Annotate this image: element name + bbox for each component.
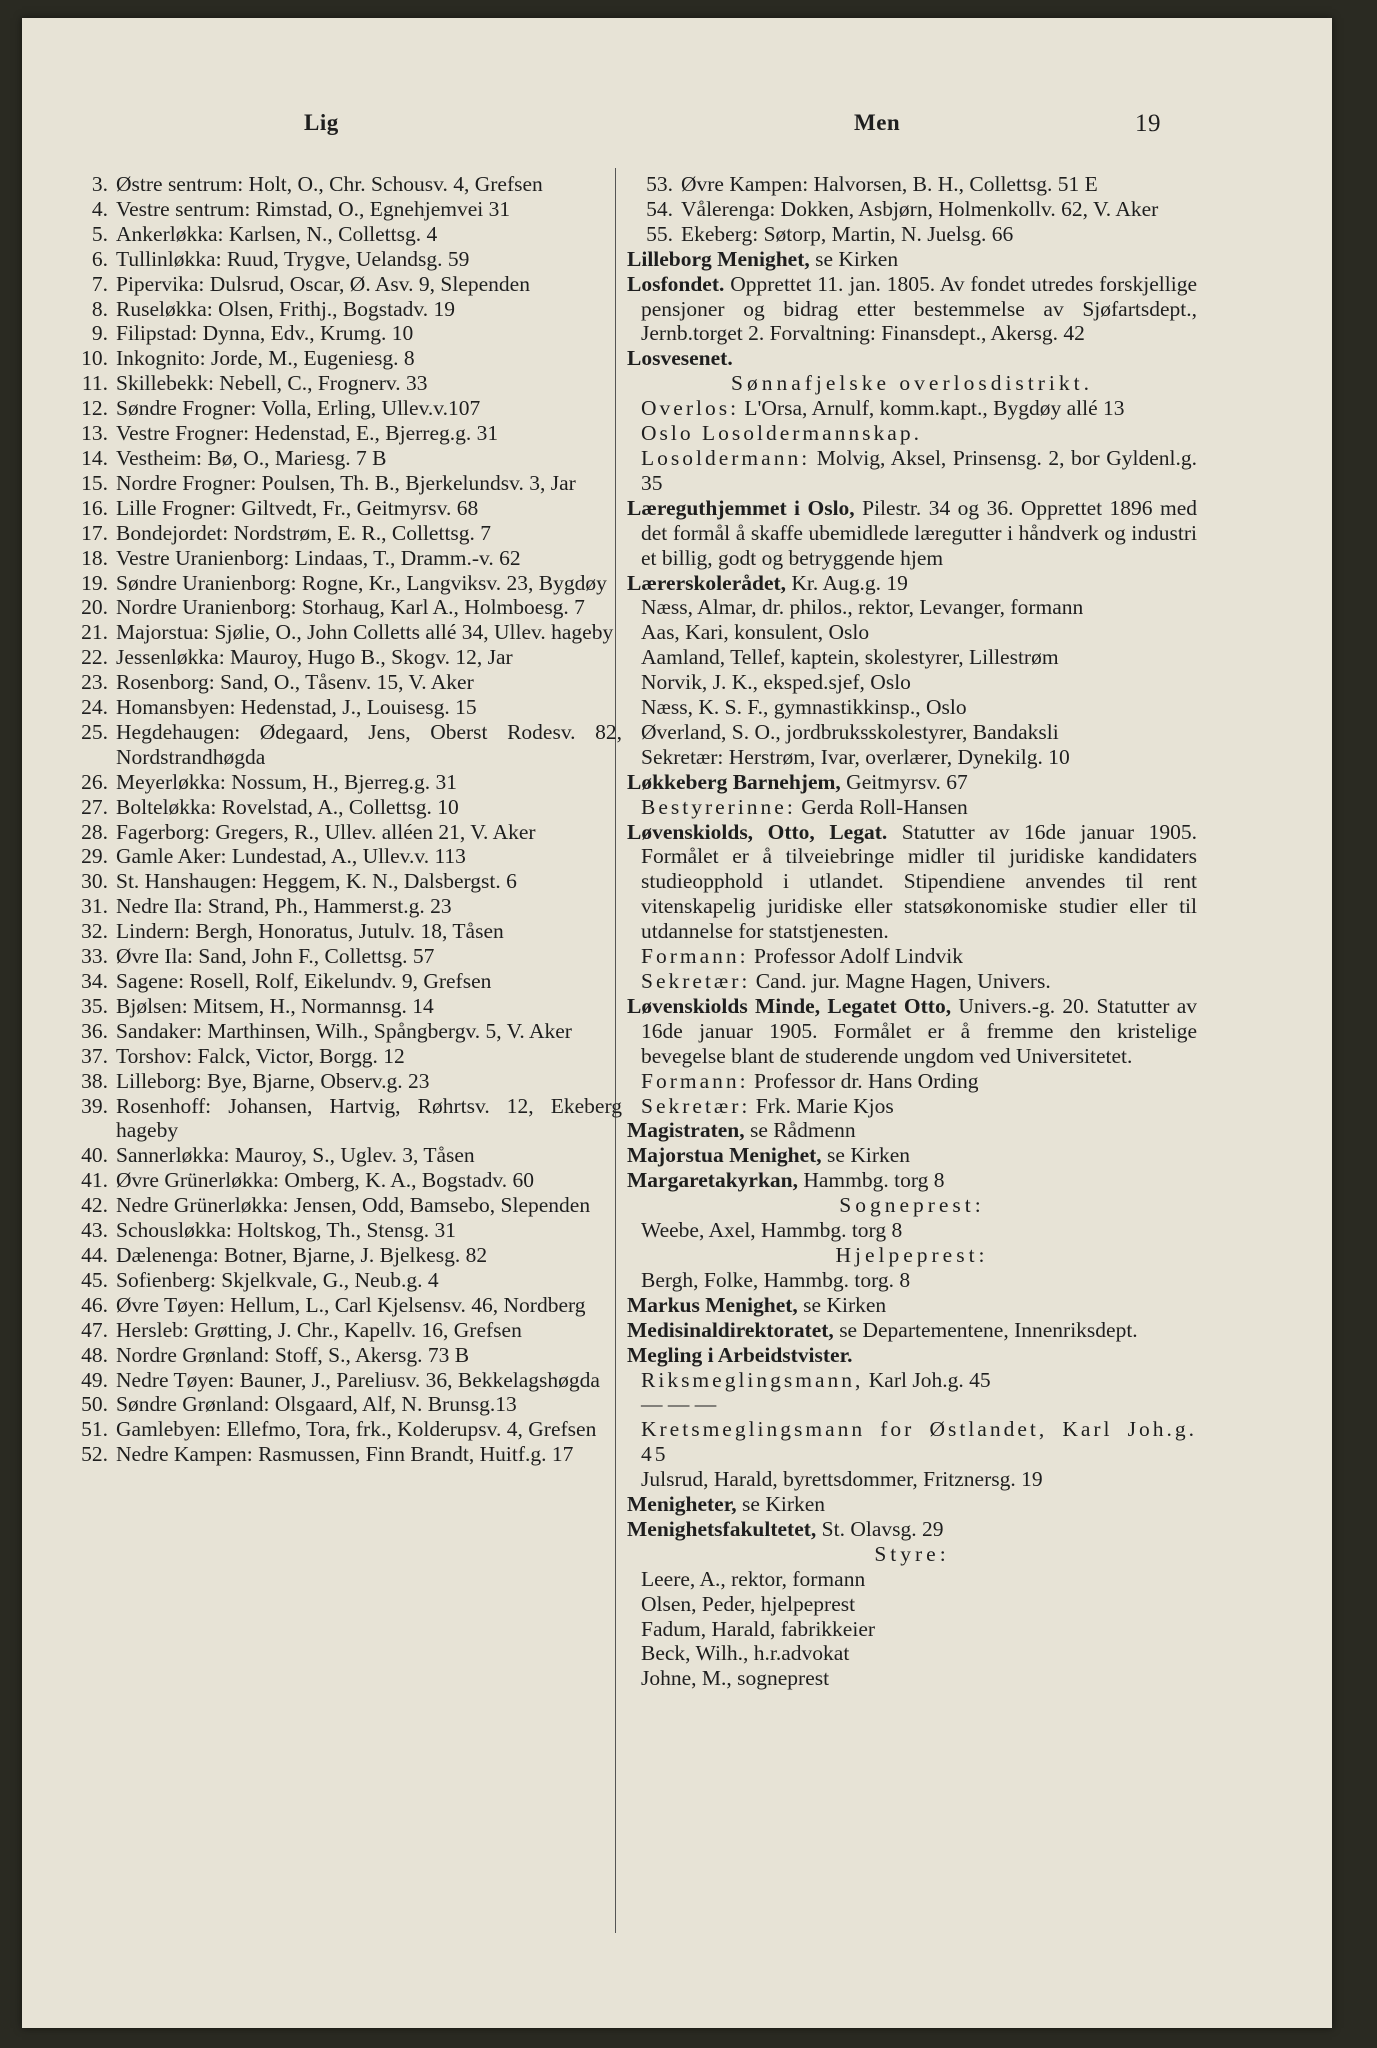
list-item (62, 1044, 622, 1069)
item-number: 24. (81, 695, 108, 720)
item-number: 19. (81, 570, 108, 595)
item-number: 53. (646, 172, 673, 196)
item-text: Jessenløkka: Mauroy, Hugo B., Skogv. 12, Jar (116, 645, 513, 670)
item-number: 55. (646, 221, 673, 246)
item-number: 38. (81, 1068, 108, 1093)
list-item (62, 894, 622, 919)
item-number: 29. (81, 844, 108, 869)
item-number: 26. (81, 769, 108, 794)
item-number: 20. (81, 595, 108, 620)
item-number: 33. (81, 944, 108, 969)
list-item (62, 421, 622, 446)
item-number: 43. (81, 1218, 108, 1243)
item-text: Gamlebyen: Ellefmo, Tora, frk., Kolderupsv. 4, Grefsen (116, 1417, 597, 1442)
item-text: Nedre Ila: Strand, Ph., Hammerst.g. 23 (116, 894, 452, 919)
left-column (62, 172, 622, 1467)
item-text: Nordre Frogner: Poulsen, Th. B., Bjerkelundsv. 3, Jar (116, 470, 576, 495)
item-number: 13. (81, 421, 108, 446)
subheading-styre: Styre: (874, 1541, 950, 1566)
entry-margaretakyrkan: Margaretakyrkan, Hammbg. torg 8 (627, 1168, 945, 1193)
item-number: 31. (81, 894, 108, 919)
right-column (627, 172, 1197, 1691)
item-text: Vestre Uranienborg: Lindaas, T., Dramm.-v. 62 (116, 545, 521, 570)
entry-medisinaldirektoratet: Medisinaldirektoratet, se Departementene, Innenriksdept. (627, 1317, 1138, 1342)
item-number: 28. (81, 819, 108, 844)
list-item (62, 1218, 622, 1243)
item-number: 27. (81, 794, 108, 819)
item-text: Vestre Frogner: Hedenstad, E., Bjerreg.g. 31 (116, 421, 499, 446)
list-item (62, 1343, 622, 1368)
item-number: 17. (81, 520, 108, 545)
entry-lilleborg: Lilleborg Menighet, se Kirken (627, 246, 899, 271)
entry-weebe: Weebe, Axel, Hammbg. torg 8 (641, 1218, 903, 1243)
list-item (62, 247, 622, 272)
entry-riksmeglingsmann: Riksmeglingsmann, Karl Joh.g. 45 (641, 1367, 991, 1392)
list-item (62, 197, 622, 222)
list-item (62, 1094, 622, 1144)
item-text: Øvre Ila: Sand, John F., Collettsg. 57 (116, 944, 435, 969)
member-naess-ksf: Næss, K. S. F., gymnastikkinsp., Oslo (641, 695, 967, 720)
entry-formann-ording: Formann: Professor dr. Hans Ording (641, 1068, 979, 1093)
item-text: Rosenhoff: Johansen, Hartvig, Røhrtsv. 12, Ekeberg hageby (116, 1093, 622, 1143)
item-number: 7. (91, 271, 108, 296)
entry-megling: Megling i Arbeidstvister. (627, 1342, 853, 1367)
list-item (62, 1168, 622, 1193)
item-text: Hegdehaugen: Ødegaard, Jens, Oberst Rodesv. 82, Nordstrandhøgda (116, 719, 622, 769)
list-item (62, 994, 622, 1019)
list-item (62, 1268, 622, 1293)
list-item (627, 172, 1197, 197)
item-text: Rosenborg: Sand, O., Tåsenv. 15, V. Aker (116, 670, 474, 695)
item-number: 10. (81, 346, 108, 371)
entry-lovenskiolds-minde: Løvenskiolds Minde, Legatet Otto, Univers.-g. 20. Statutter av 16de januar 1905. Formålet er å fremme den kristelige bevegelse blant de studerende ungdom ved Universitetet. (627, 993, 1197, 1068)
item-number: 16. (81, 495, 108, 520)
list-item (62, 944, 622, 969)
item-text: Nedre Kampen: Rasmussen, Finn Brandt, Huitf.g. 17 (116, 1442, 574, 1467)
item-number: 32. (81, 919, 108, 944)
list-item (62, 571, 622, 596)
list-item (62, 321, 622, 346)
item-number: 22. (81, 645, 108, 670)
item-number: 51. (81, 1417, 108, 1442)
item-text: Gamle Aker: Lundestad, A., Ullev.v. 113 (116, 844, 466, 869)
entry-markus: Markus Menighet, se Kirken (627, 1292, 887, 1317)
item-text: Meyerløkka: Nossum, H., Bjerreg.g. 31 (116, 769, 457, 794)
entry-julsrud: Julsrud, Harald, byrettsdommer, Fritznersg. 19 (641, 1467, 1043, 1492)
item-number: 11. (81, 371, 108, 396)
list-item (62, 272, 622, 297)
item-text: Øvre Tøyen: Hellum, L., Carl Kjelsensv. 46, Nordberg (116, 1292, 586, 1317)
item-number: 41. (81, 1168, 108, 1193)
item-text: Østre sentrum: Holt, O., Chr. Schousv. 4, Grefsen (116, 172, 543, 196)
list-item (62, 496, 622, 521)
list-item (62, 1318, 622, 1343)
entry-kretsmeglingsmann: Kretsmeglingsmann for Østlandet, Karl Joh.g. 45 (641, 1417, 1197, 1467)
item-text: Bondejordet: Nordstrøm, E. R., Collettsg. 7 (116, 520, 492, 545)
list-item (62, 695, 622, 720)
list-item (62, 1417, 622, 1442)
page-header (22, 110, 1332, 150)
entry-bestyrerinne: Bestyrerinne: Gerda Roll-Hansen (641, 794, 968, 819)
list-item (62, 1442, 622, 1467)
item-text: Søndre Uranienborg: Rogne, Kr., Langviksv. 23, Bygdøy (116, 570, 607, 595)
list-item (62, 546, 622, 571)
item-text: Ekeberg: Søtorp, Martin, N. Juelsg. 66 (681, 221, 1014, 246)
list-item (62, 795, 622, 820)
item-text: Torshov: Falck, Victor, Borgg. 12 (116, 1043, 405, 1068)
item-text: Søndre Frogner: Volla, Erling, Ullev.v.107 (116, 396, 481, 421)
item-text: Sannerløkka: Mauroy, S., Uglev. 3, Tåsen (116, 1143, 475, 1168)
entry-lokkeberg: Løkkeberg Barnehjem, Geitmyrsv. 67 (627, 769, 968, 794)
item-text: Dælenenga: Botner, Bjarne, J. Bjelkesg. 82 (116, 1242, 488, 1267)
member-sekretaer-herstrom: Sekretær: Herstrøm, Ivar, overlærer, Dynekilg. 10 (641, 744, 1070, 769)
item-text: Sandaker: Marthinsen, Wilh., Spångbergv. 5, V. Aker (116, 1018, 572, 1043)
item-number: 34. (81, 969, 108, 993)
item-number: 6. (91, 246, 108, 271)
list-item (62, 595, 622, 620)
item-text: Nedre Tøyen: Bauner, J., Pareliusv. 36, Bekkelagshøgda (116, 1367, 600, 1392)
entry-losfondet: Losfondet. Opprettet 11. jan. 1805. Av fondet utredes forskjellige pensjoner og bidrag etter bestemmelse av Sjøfartsdept., Jernb.torget 2. Forvaltning: Finansdept., Akersg. 42 (627, 271, 1197, 346)
item-number: 35. (81, 993, 108, 1018)
item-text: Nordre Grønland: Stoff, S., Akersg. 73 B (116, 1342, 470, 1367)
item-text: Skillebekk: Nebell, C., Frognerv. 33 (116, 371, 428, 396)
item-text: Sagene: Rosell, Rolf, Eikelundv. 9, Grefsen (116, 969, 492, 993)
entry-sekretaer-hagen: Sekretær: Cand. jur. Magne Hagen, Univers. (641, 969, 1051, 993)
item-number: 54. (646, 196, 673, 221)
entry-laereguthjemmet: Læreguthjemmet i Oslo, Pilestr. 34 og 36. Opprettet 1896 med det formål å skaffe ubemidlede læregutter i håndverk og industri et billig, godt og betryggende hjem (627, 495, 1198, 570)
entry-menigheter: Menigheter, se Kirken (627, 1492, 826, 1517)
list-item (62, 446, 622, 471)
item-text: Fagerborg: Gregers, R., Ullev. alléen 21, V. Aker (116, 819, 536, 844)
item-number: 18. (81, 545, 108, 570)
entry-losoldermann: Losoldermann: Molvig, Aksel, Prinsensg. 2, bor Gyldenl.g. 35 (641, 445, 1197, 495)
list-item (62, 869, 622, 894)
member-leere: Leere, A., rektor, formann (641, 1566, 866, 1591)
list-item (62, 222, 622, 247)
item-text: Lindern: Bergh, Honoratus, Jutulv. 18, Tåsen (116, 919, 504, 944)
item-number: 49. (81, 1367, 108, 1392)
list-item (62, 1193, 622, 1218)
list-item (62, 969, 622, 994)
item-number: 36. (81, 1018, 108, 1043)
item-text: Vålerenga: Dokken, Asbjørn, Holmenkollv. 62, V. Aker (681, 196, 1159, 221)
list-item (62, 521, 622, 546)
item-text: Nedre Grünerløkka: Jensen, Odd, Bamsebo, Slependen (116, 1193, 591, 1218)
member-johne: Johne, M., sogneprest (641, 1666, 830, 1691)
item-number: 52. (81, 1442, 108, 1467)
page-number: 19 (1135, 110, 1161, 137)
list-item (62, 1368, 622, 1393)
member-overland: Øverland, S. O., jordbruksskolestyrer, Bandaksli (641, 719, 1059, 744)
entry-lovenskiolds-legat: Løvenskiolds, Otto, Legat. Statutter av 16de januar 1905. Formålet er å tilveiebringe midler til juridiske kandidaters studieopphold i utlandet. Stipendiene anvendes til rent vitenskapelig juridiske eller statsøkonomiske studier eller til utdannelse for statstjenesten. (627, 819, 1197, 944)
item-number: 23. (81, 670, 108, 695)
list-item (62, 844, 622, 869)
item-number: 15. (81, 470, 108, 495)
list-item (62, 1069, 622, 1094)
item-text: Nordre Uranienborg: Storhaug, Karl A., Holmboesg. 7 (116, 595, 585, 620)
item-number: 37. (81, 1043, 108, 1068)
item-text: Pipervika: Dulsrud, Oscar, Ø. Asv. 9, Slependen (116, 271, 530, 296)
item-text: Sofienberg: Skjelkvale, G., Neub.g. 4 (116, 1267, 439, 1292)
item-number: 50. (81, 1392, 108, 1417)
item-text: Bjølsen: Mitsem, H., Normannsg. 14 (116, 993, 434, 1018)
list-item (62, 620, 622, 645)
item-text: Inkognito: Jorde, M., Eugeniesg. 8 (116, 346, 415, 371)
list-item (62, 1143, 622, 1168)
list-item (62, 471, 622, 496)
item-text: Lille Frogner: Giltvedt, Fr., Geitmyrsv. 68 (116, 495, 479, 520)
item-text: Tullinløkka: Ruud, Trygve, Uelandsg. 59 (116, 246, 470, 271)
item-number: 47. (81, 1317, 108, 1342)
item-number: 48. (81, 1342, 108, 1367)
list-item (627, 222, 1197, 247)
member-aas: Aas, Kari, konsulent, Oslo (641, 620, 870, 645)
list-item (62, 396, 622, 421)
running-head-right: Men (854, 110, 901, 135)
item-text: Søndre Grønland: Olsgaard, Alf, N. Brunsg.13 (116, 1392, 517, 1417)
list-item (62, 1019, 622, 1044)
subheading-sogneprest: Sogneprest: (839, 1193, 985, 1218)
list-item (62, 297, 622, 322)
item-number: 4. (91, 196, 108, 221)
list-item (62, 670, 622, 695)
item-text: St. Hanshaugen: Heggem, K. N., Dalsbergst. 6 (116, 869, 517, 894)
item-text: Bolteløkka: Rovelstad, A., Collettsg. 10 (116, 794, 459, 819)
item-number: 14. (81, 445, 108, 470)
subheading-sonnafjelske: Sønnafjelske overlosdistrikt. (730, 371, 1094, 396)
item-text: Filipstad: Dynna, Edv., Krumg. 10 (116, 321, 414, 346)
running-head-left: Lig (304, 110, 339, 135)
item-number: 5. (91, 221, 108, 246)
entry-oslo-losoldermannskap: Oslo Losoldermannskap. (641, 421, 922, 446)
item-text: Lilleborg: Bye, Bjarne, Observ.g. 23 (116, 1068, 430, 1093)
member-norvik: Norvik, J. K., eksped.sjef, Oslo (641, 670, 911, 695)
list-item (62, 720, 622, 770)
list-item (62, 371, 622, 396)
item-text: Ankerløkka: Karlsen, N., Collettsg. 4 (116, 221, 438, 246)
member-aamland: Aamland, Tellef, kaptein, skolestyrer, Lillestrøm (641, 645, 1059, 670)
list-item (62, 820, 622, 845)
item-number: 3. (91, 172, 108, 196)
list-item (62, 1392, 622, 1417)
item-text: Øvre Grünerløkka: Omberg, K. A., Bogstadv. 60 (116, 1168, 534, 1193)
item-text: Hersleb: Grøtting, J. Chr., Kapellv. 16, Grefsen (116, 1317, 522, 1342)
list-item (62, 172, 622, 197)
list-item (62, 346, 622, 371)
entry-losvesenet: Losvesenet. (627, 346, 733, 371)
item-text: Homansbyen: Hedenstad, J., Louisesg. 15 (116, 695, 477, 720)
item-number: 44. (81, 1242, 108, 1267)
list-item (62, 1293, 622, 1318)
item-number: 40. (81, 1143, 108, 1168)
entry-laererskoleradet: Lærerskolerådet, Kr. Aug.g. 19 (627, 570, 908, 595)
item-text: Majorstua: Sjølie, O., John Colletts allé 34, Ullev. hageby (116, 620, 614, 645)
item-number: 45. (81, 1267, 108, 1292)
entry-overlos: Overlos: L'Orsa, Arnulf, komm.kapt., Bygdøy allé 13 (641, 396, 1125, 421)
member-fadum: Fadum, Harald, fabrikkeier (641, 1616, 876, 1641)
item-number: 46. (81, 1292, 108, 1317)
item-number: 8. (91, 296, 108, 321)
member-beck: Beck, Wilh., h.r.advokat (641, 1641, 850, 1666)
item-number: 30. (81, 869, 108, 894)
separator-dashes: — — — (641, 1392, 717, 1417)
entry-majorstua: Majorstua Menighet, se Kirken (627, 1143, 911, 1168)
list-item (62, 770, 622, 795)
item-text: Øvre Kampen: Halvorsen, B. H., Collettsg. 51 E (681, 172, 1098, 196)
item-number: 9. (91, 321, 108, 346)
entry-bergh: Bergh, Folke, Hammbg. torg. 8 (641, 1267, 911, 1292)
member-olsen: Olsen, Peder, hjelpeprest (641, 1591, 856, 1616)
subheading-hjelpeprest: Hjelpeprest: (835, 1242, 989, 1267)
item-number: 25. (81, 719, 108, 744)
item-text: Schousløkka: Holtskog, Th., Stensg. 31 (116, 1218, 457, 1243)
list-item (627, 197, 1197, 222)
item-text: Ruseløkka: Olsen, Frithj., Bogstadv. 19 (116, 296, 456, 321)
item-number: 39. (81, 1093, 108, 1118)
item-number: 12. (81, 396, 108, 421)
item-text: Vestre sentrum: Rimstad, O., Egnehjemvei 31 (116, 196, 511, 221)
entry-menighetsfakultetet: Menighetsfakultetet, St. Olavsg. 29 (627, 1516, 944, 1541)
document-page (22, 18, 1332, 2028)
member-naess-almar: Næss, Almar, dr. philos., rektor, Levanger, formann (641, 595, 1084, 620)
list-item (62, 1243, 622, 1268)
right-numbered-list (627, 172, 1197, 247)
list-item (62, 645, 622, 670)
item-text: Vestheim: Bø, O., Mariesg. 7 B (116, 445, 387, 470)
entry-sekretaer-kjos: Sekretær: Frk. Marie Kjos (641, 1093, 894, 1118)
list-item (62, 919, 622, 944)
entry-formann-lindvik: Formann: Professor Adolf Lindvik (641, 944, 964, 969)
entry-magistraten: Magistraten, se Rådmenn (627, 1118, 856, 1143)
item-number: 21. (81, 620, 108, 645)
item-number: 42. (81, 1193, 108, 1218)
